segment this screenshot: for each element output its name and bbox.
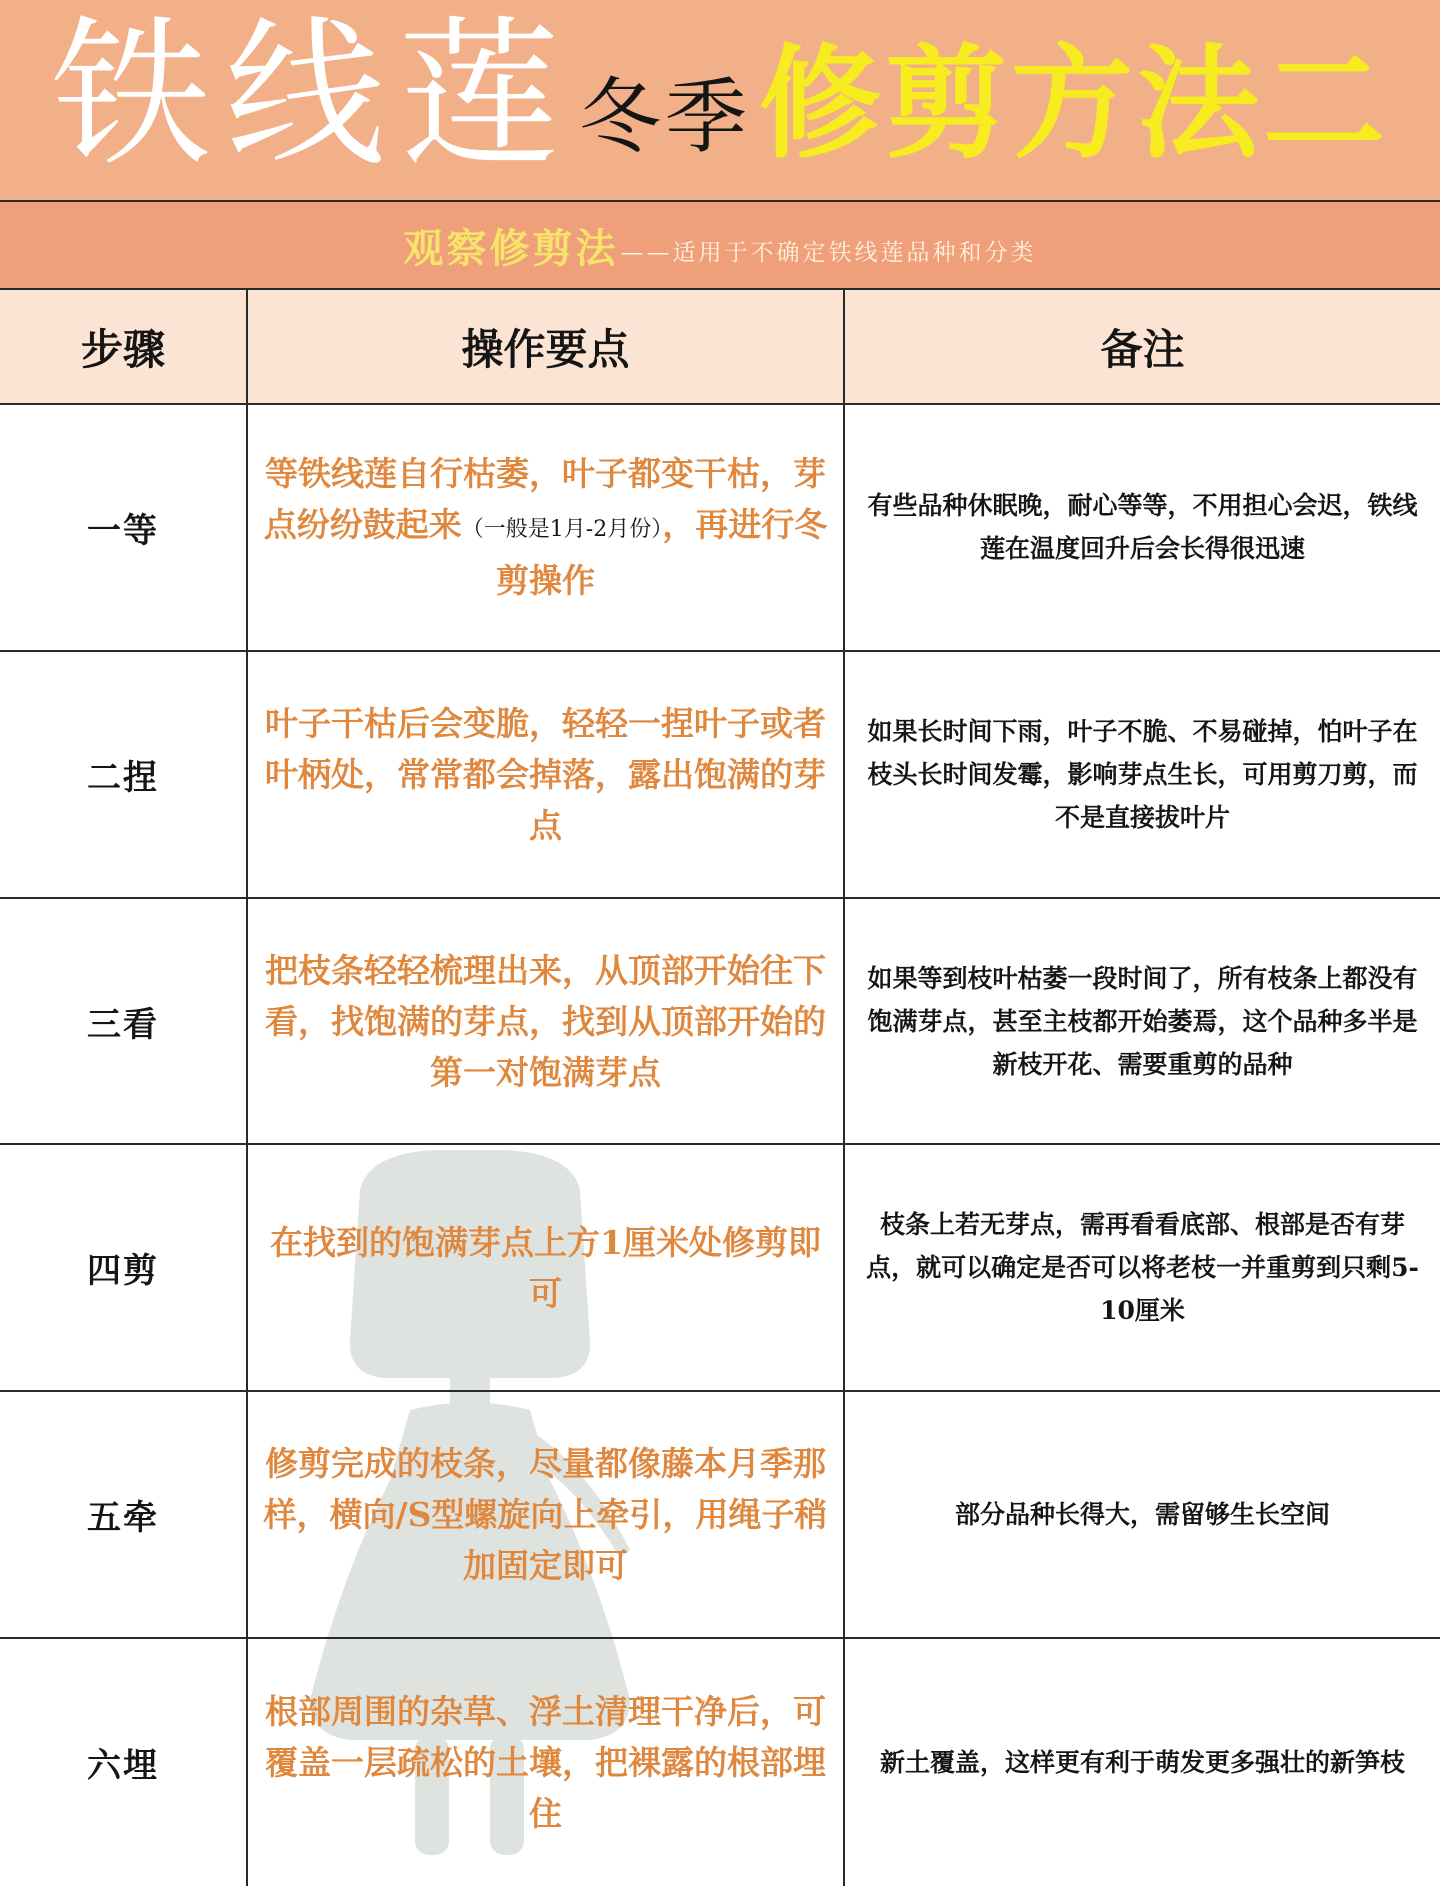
table-row [0,405,1440,652]
note-text: 如果长时间下雨，叶子不脆、不易碰掉，怕叶子在枝头长时间发霉，影响芽点生长，可用剪刀剪，而不是直接拔叶片 [867,716,1418,832]
step-label: 三看 [87,1004,159,1045]
operation-text: 在找到的饱满芽点上方1厘米处修剪即可 [270,1222,821,1313]
header-step: 步骤 [0,290,248,403]
step-label: 二捏 [87,757,159,798]
title-banner [0,0,1440,202]
table-row [0,1145,1440,1392]
table-row [0,1639,1440,1886]
step-label: 五牵 [87,1498,159,1539]
operation-text: 把枝条轻轻梳理出来，从顶部开始往下看，找饱满的芽点，找到从顶部开始的第一对饱满芽点 [265,950,826,1092]
subtitle-name: 观察修剪法 [403,224,619,272]
header-note: 备注 [1100,324,1185,374]
table-row [0,652,1440,899]
title-main: 铁线莲 [50,1,573,188]
operation-note-small: （一般是1月-2月份） [461,517,663,543]
step-label: 一等 [87,510,159,551]
operation-text: 根部周围的杂草、浮土清理干净后，可覆盖一层疏松的土壤，把裸露的根部埋住 [265,1692,826,1834]
title-method: 修剪方法二 [759,33,1390,175]
step-label: 四剪 [87,1251,159,1292]
operation-text: 叶子干枯后会变脆，轻轻一捏叶子或者叶柄处，常常都会掉落，露出饱满的芽点 [265,703,826,845]
operation-text: 等铁线莲自行枯萎，叶子都变干枯，芽点纷纷鼓起来（一般是1月-2月份），再进行冬剪操作 [263,454,828,601]
subtitle-banner [0,202,1440,290]
subtitle-desc: ——适用于不确定铁线莲品种和分类 [620,239,1037,266]
note-text: 如果等到枝叶枯萎一段时间了，所有枝条上都没有饱满芽点，甚至主枝都开始萎焉，这个品种多半是新枝开花、需要重剪的品种 [867,963,1418,1079]
note-text: 部分品种长得大，需留够生长空间 [954,1500,1330,1530]
table-row [0,1392,1440,1639]
header-operation: 操作要点 [248,290,845,403]
operation-text: 修剪完成的枝条，尽量都像藤本月季那样，横向/S型螺旋向上牵引，用绳子稍加固定即可 [263,1444,828,1586]
title-season: 冬季 [579,70,752,165]
step-label: 六埋 [87,1746,159,1787]
note-text: 枝条上若无芽点，需再看看底部、根部是否有芽点，就可以确定是否可以将老枝一并重剪到只剩5-10厘米 [866,1210,1419,1326]
table-header [0,290,1440,405]
table-body [0,405,1440,1886]
note-text: 新土覆盖，这样更有利于萌发更多强壮的新笋枝 [879,1748,1405,1778]
table-row [0,899,1440,1146]
note-text: 有些品种休眠晚，耐心等等，不用担心会迟，铁线莲在温度回升后会长得很迅速 [867,491,1418,564]
